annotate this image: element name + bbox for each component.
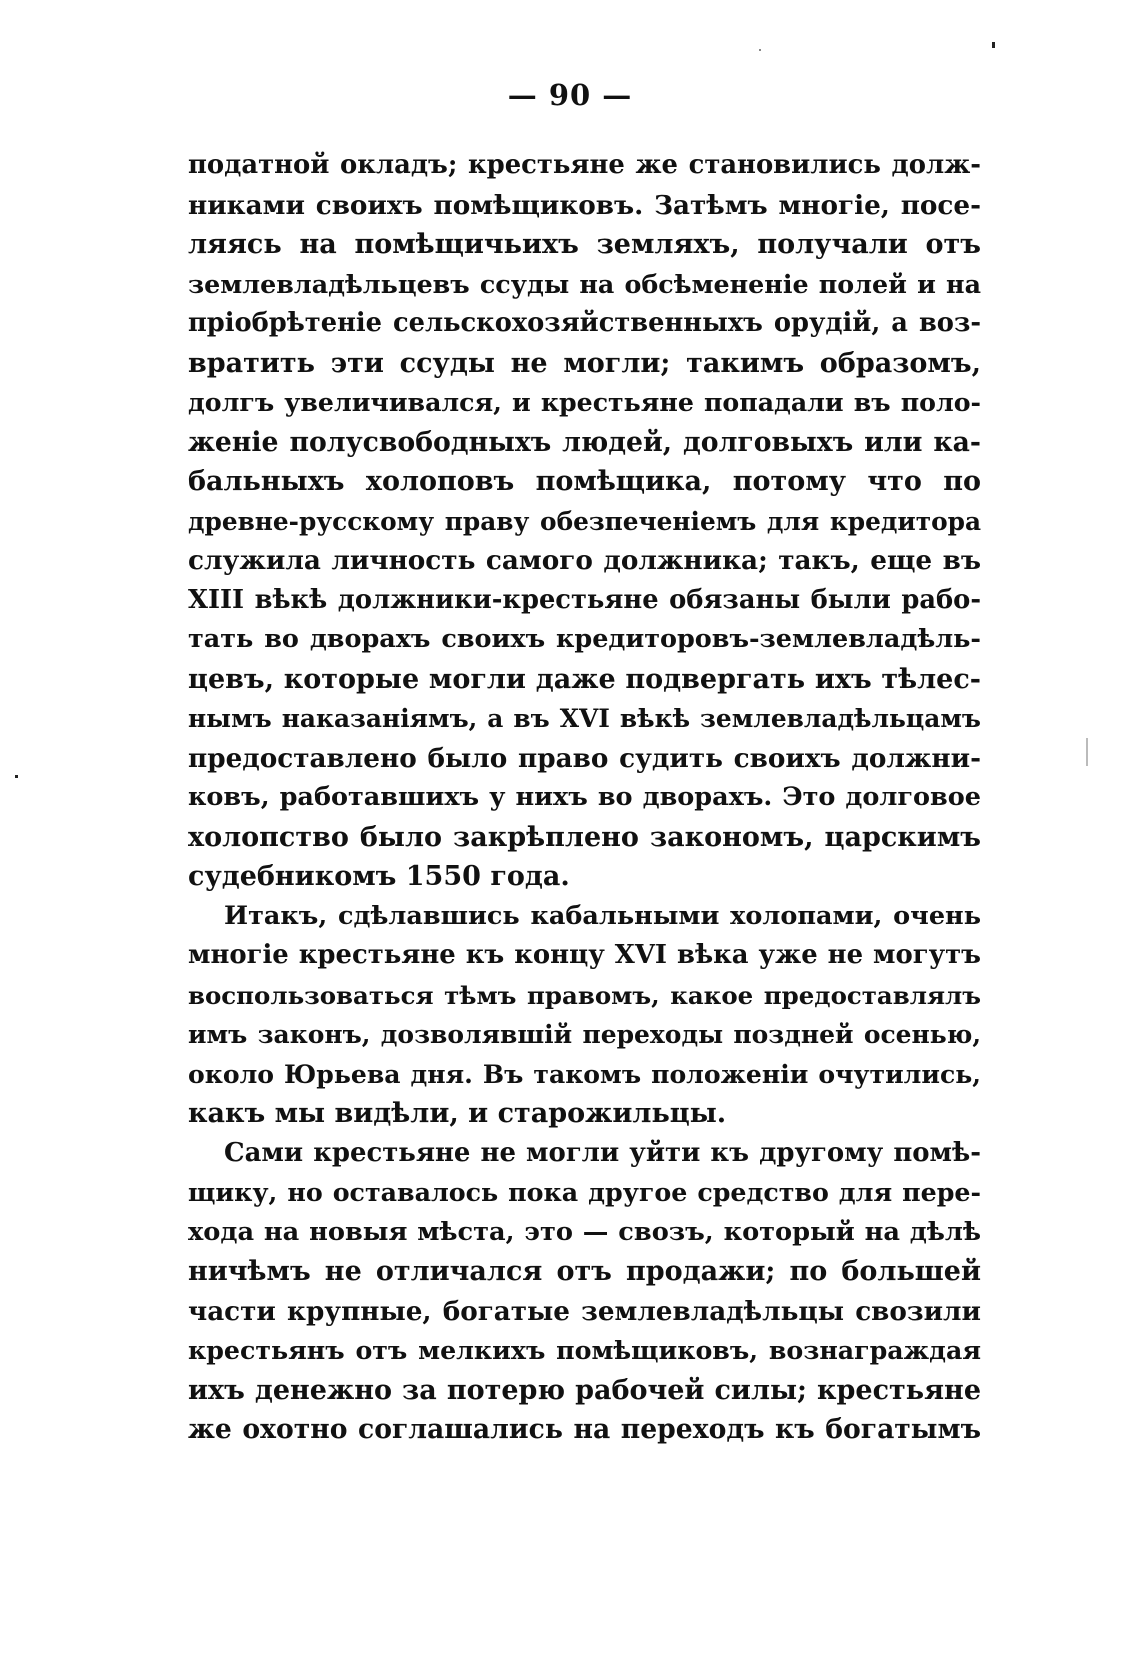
text-line: Итакъ, сдѣлавшись кабальными холопами, очень — [224, 900, 981, 931]
text-line: древне-русскому праву обезпеченіемъ для кредитора — [188, 506, 981, 536]
body-text — [188, 146, 981, 1450]
text-line: нымъ наказаніямъ, а въ XVI вѣкѣ землевладѣльцамъ — [188, 704, 981, 733]
text-line: предоставлено было право судить своихъ должни- — [188, 742, 981, 774]
text-line: служила личность самого должника; такъ, еще въ — [188, 545, 981, 576]
text-line: хода на новыя мѣста, это — свозъ, который на дѣлѣ — [188, 1216, 981, 1247]
text-line: судебникомъ 1550 года. — [188, 861, 570, 892]
text-line: ихъ денежно за потерю рабочей силы; крестьяне — [188, 1374, 981, 1406]
text-line: какъ мы видѣли, и старожильцы. — [188, 1098, 727, 1129]
scan-edge-mark — [1086, 738, 1088, 766]
text-line: холопство было закрѣплено закономъ, царскимъ — [188, 821, 981, 853]
text-line: тать во дворахъ своихъ кредиторовъ-землевладѣль- — [188, 624, 981, 654]
text-line: ляясь на помѣщичьихъ земляхъ, получали отъ — [188, 229, 981, 260]
text-line: ничѣмъ не отличался отъ продажи; по большей — [188, 1256, 981, 1287]
text-line: XIII вѣкѣ должники-крестьяне обязаны были рабо- — [188, 584, 981, 615]
text-line: около Юрьева дня. Въ такомъ положеніи очутились, — [188, 1058, 981, 1089]
scan-speck — [15, 775, 18, 778]
text-line: пріобрѣтеніе сельскохозяйственныхъ орудій, а воз- — [188, 308, 981, 338]
page-number: — 90 — — [507, 78, 633, 112]
text-line: многіе крестьяне къ концу XVI вѣка уже не могутъ — [188, 940, 981, 970]
text-line: Сами крестьяне не могли уйти къ другому помѣ- — [224, 1137, 981, 1168]
text-line: части крупные, богатые землевладѣльцы свозили — [188, 1295, 981, 1327]
text-line: женіе полусвободныхъ людей, долговыхъ или ка- — [188, 426, 981, 458]
text-line: же охотно соглашались на переходъ къ богатымъ — [188, 1414, 981, 1445]
text-line: никами своихъ помѣщиковъ. Затѣмъ многіе, посе- — [188, 189, 981, 221]
text-line: щику, но оставалось пока другое средство для пере- — [188, 1177, 981, 1207]
text-line: цевъ, которые могли даже подвергать ихъ тѣлес- — [188, 663, 981, 695]
scan-speck — [992, 42, 995, 48]
text-line: бальныхъ холоповъ помѣщика, потому что по — [188, 466, 981, 497]
text-line: землевладѣльцевъ ссуды на обсѣмененіе полей и на — [188, 268, 981, 299]
text-line: ковъ, работавшихъ у нихъ во дворахъ. Это долговое — [188, 782, 981, 812]
text-line: податной окладъ; крестьяне же становились долж- — [188, 150, 981, 180]
text-line: долгъ увеличивался, и крестьяне попадали въ поло- — [188, 387, 981, 417]
text-line: крестьянъ отъ мелкихъ помѣщиковъ, вознаграждая — [188, 1335, 981, 1365]
text-line: вратить эти ссуды не могли; такимъ образомъ, — [188, 347, 981, 379]
scan-speck — [759, 49, 761, 51]
text-line: воспользоваться тѣмъ правомъ, какое предоставлялъ — [188, 980, 981, 1010]
text-line: имъ законъ, дозволявшій переходы поздней осенью, — [188, 1020, 981, 1049]
